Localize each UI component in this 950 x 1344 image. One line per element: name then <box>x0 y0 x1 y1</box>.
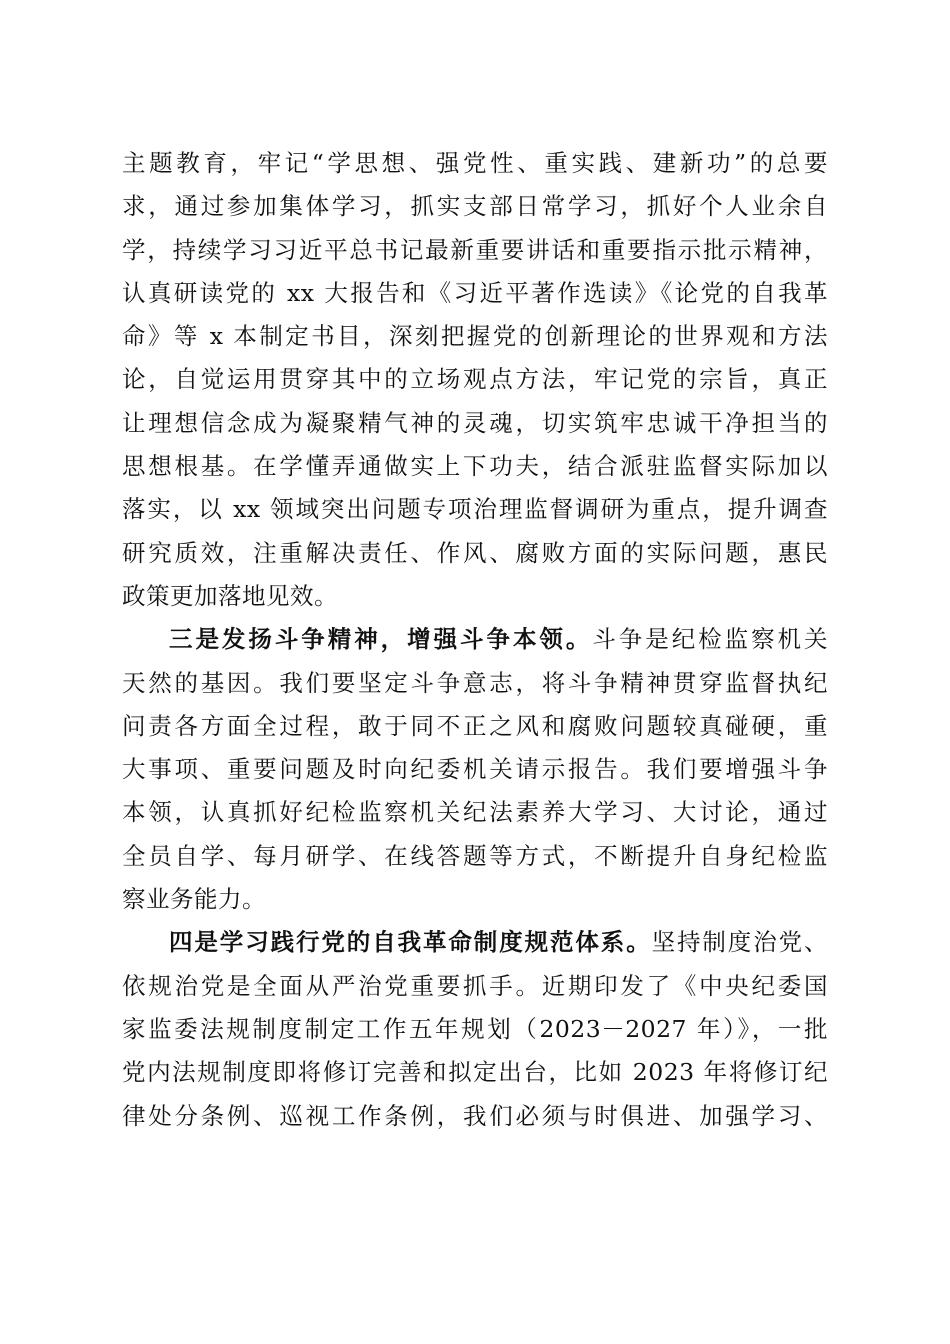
text-line: 研究质效，注重解决责任、作风、腐败方面的实际问题，惠民 <box>122 538 828 567</box>
document-body <box>122 142 828 1138</box>
text-line: 察业务能力。 <box>122 885 266 914</box>
paragraph-2 <box>122 618 828 921</box>
text-line: 律处分条例、巡视工作条例，我们必须与时俱进、加强学习、 <box>122 1101 828 1130</box>
text-line: 求，通过参加集体学习，抓实支部日常学习，抓好个人业余自 <box>122 192 828 221</box>
paragraph-1 <box>122 142 828 618</box>
text-run: 坚持制度治党、 <box>651 928 829 957</box>
text-line: 问责各方面全过程，敢于同不正之风和腐败问题较真碰硬，重 <box>122 711 828 740</box>
text-line: 全员自学、每月研学、在线答题等方式，不断提升自身纪检监 <box>122 841 828 870</box>
text-line: 思想根基。在学懂弄通做实上下功夫，结合派驻监督实际加以 <box>122 452 828 481</box>
text-line: 天然的基因。我们要坚定斗争意志，将斗争精神贯穿监督执纪 <box>122 668 828 697</box>
text-line: 落实，以 xx 领域突出问题专项治理监督调研为重点，提升调查 <box>122 495 828 524</box>
text-line: 党内法规制度即将修订完善和拟定出台，比如 2023 年将修订纪 <box>122 1058 828 1087</box>
text-line: 认真研读党的 xx 大报告和《习近平著作选读》《论党的自我革 <box>122 278 828 307</box>
paragraph-lead-heading: 四是学习践行党的自我革命制度规范体系。 <box>169 928 652 957</box>
text-line: 主题教育，牢记“学思想、强党性、重实践、建新功”的总要 <box>122 149 828 177</box>
text-line: 学，持续学习习近平总书记最新重要讲话和重要指示批示精神， <box>122 235 828 264</box>
text-line: 论，自觉运用贯穿其中的立场观点方法，牢记党的宗旨，真正 <box>122 365 828 394</box>
text-line: 让理想信念成为凝聚精气神的灵魂，切实筑牢忠诚干净担当的 <box>122 408 828 437</box>
paragraph-first-line <box>122 618 828 661</box>
text-line: 家监委法规制度制定工作五年规划（2023－2027 年）》，一批 <box>122 1014 828 1043</box>
text-line: 本领，认真抓好纪检监察机关纪法素养大学习、大讨论，通过 <box>122 798 828 827</box>
paragraph-first-line <box>122 921 828 964</box>
paragraph-3 <box>122 921 828 1137</box>
text-line: 大事项、重要问题及时向纪委机关请示报告。我们要增强斗争 <box>122 755 828 784</box>
text-line: 政策更加落地见效。 <box>122 581 338 610</box>
text-line: 依规治党是全面从严治党重要抓手。近期印发了《中央纪委国 <box>122 971 828 1000</box>
text-line: 命》等 x 本制定书目，深刻把握党的创新理论的世界观和方法 <box>122 322 828 351</box>
text-run: 斗争是纪检监察机关 <box>592 625 829 654</box>
paragraph-lead-heading: 三是发扬斗争精神，增强斗争本领。 <box>169 625 593 654</box>
